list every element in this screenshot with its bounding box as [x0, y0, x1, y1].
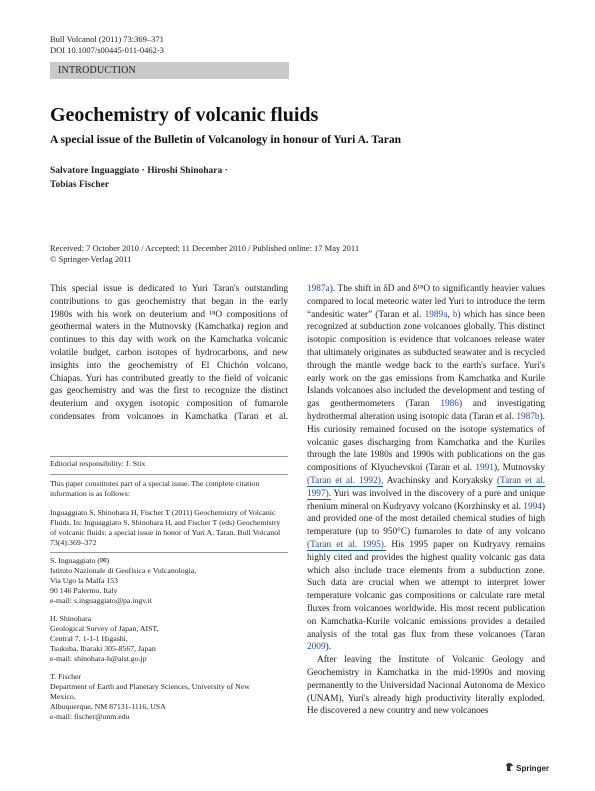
affiliation-line: Geological Survey of Japan, AIST, [50, 624, 159, 633]
body-text-run: Avachinsky and Koryaksky [383, 475, 497, 486]
affiliation-line: e-mail: fischer@unm.edu [50, 712, 130, 721]
editorial-responsibility: Editorial responsibility: J. Stix [50, 459, 146, 468]
left-column-line: Chiapas. Yuri has contributed greatly to the field of volcanic [50, 373, 288, 384]
affiliation-fischer [50, 672, 288, 722]
body-text-run: ). The shift in δD and δ¹⁸O to significantly heavier values compared to local meteoric water led Yuri to introduce the term “andesitic water” (Taran et al. [307, 284, 545, 320]
affiliation-line: Via Ugo la Malfa 153 [50, 576, 118, 585]
authors [50, 164, 228, 192]
affiliation-line: Tsukuba, Ibaraki 305-8567, Japan [50, 644, 156, 653]
copyright: © Springer-Verlag 2011 [50, 254, 132, 264]
authors-line-1: Salvatore Inguaggiato · Hiroshi Shinohara · [50, 166, 228, 176]
affiliation-line: Mexico, [50, 692, 76, 701]
left-column-line: volatile budget, carbon isotopes of hydrocarbons, and new [50, 347, 288, 358]
left-column-line: insights into the geochemistry of El Chichón volcano, [50, 360, 288, 371]
citation-link[interactable]: 1991 [475, 463, 494, 474]
body-text-run: ) and investigating hydrothermal alteration using isotopic data (Taran et al. [307, 399, 546, 422]
received-accepted-published: Received: 7 October 2010 / Accepted: 11 December 2010 / Published online: 17 May 2011 [50, 243, 360, 253]
affiliation-line: 90 146 Palermo, Italy [50, 586, 118, 595]
right-column-text [307, 283, 545, 718]
citation-link[interactable]: 1986 [440, 399, 459, 410]
body-text-run: His 1995 paper on Kudryavy remains highly cited and provides the highest quality volcanic gas data which also include trace elements from a subduction zone. Such data are crucial when we attempt to interpret lower temperature volcanic gas compositions or calculate rare metal fluxes from volcanoes worldwide. His most recent publication on Kamchatka-Kurile volcanic emissions provides a detailed analysis of the total gas flux from these volcanoes (Taran [307, 539, 545, 640]
body-text-run: , [447, 309, 453, 320]
publisher-footer [505, 762, 549, 773]
article-subtitle: A special issue of the Bulletin of Volcanology in honour of Yuri A. Taran [50, 134, 402, 146]
body-text-run: Yuri was involved in the discovery of a pure and unique rhenium mineral on Kudryavy volcano (Korzhinsky et al. [307, 488, 545, 512]
left-column-line: contributions to gas geochemistry that began in the early [50, 296, 288, 307]
springer-logo-text: Springer [516, 764, 550, 773]
citation-link[interactable]: b [452, 309, 458, 320]
body-text-run: ), Mutnovsky [493, 463, 545, 474]
left-column-line: gas geochemistry and was the first to recognize the distinct [50, 386, 288, 397]
special-issue-note: This paper constitutes part of a special issue. The complete citation information is as follows: [50, 479, 260, 498]
citation-link-highlighted[interactable]: (Taran et al. 1992), [307, 475, 384, 486]
citation-note: Inguaggiato S, Shinohara H, Fischer T (2011) Geochemistry of Volcanic Fluids. In: Inguaggiato S, Shinohara H, and Fischer T (eds) Geochemistry of volcanic fluids: a special issue in honor of Yuri A. Taran. Bull Volcanol 73(4):369–372 [50, 508, 281, 547]
section-label: INTRODUCTION [50, 62, 289, 79]
affiliation-line: Albuquerque, NM 87131-1116, USA [50, 702, 166, 711]
left-column-line: condensates from volcanoes in Kamchatka (Taran et al. [50, 411, 288, 422]
springer-horse-icon [505, 763, 516, 773]
affiliation-inguaggiato [50, 556, 288, 606]
left-column-text [50, 283, 288, 424]
body-text-run: ) and provided one of the most detailed chemical studies of high temperature (up to 950°C) fumaroles to date of any volcano [307, 501, 545, 538]
affiliation-line: e-mail: s.inguaggiato@pa.ingv.it [50, 596, 152, 605]
authors-line-2: Tobias Fischer [50, 180, 110, 190]
citation-link[interactable]: 1989a [424, 309, 448, 320]
article-dates [50, 243, 359, 265]
body-text-run: ). [325, 642, 332, 653]
affiliation-line: T. Fischer [50, 672, 82, 681]
doi: DOI 10.1007/s00445-011-0462-3 [50, 45, 164, 55]
citation-link[interactable]: 1994 [523, 501, 542, 512]
left-column-line: geothermal waters in the Mutnovsky (Kamchatka) region and [50, 322, 288, 333]
left-column-line: continues to this day with work on the Kamchatka volcanic [50, 335, 288, 346]
affiliation-line: H. Shinohara [50, 614, 92, 623]
journal-citation: Bull Volcanol (2011) 73:369–371 [50, 34, 164, 44]
body-text-run: ). His curiosity remained focused on the isotope systematics of volcanic gases discharging from Kamchatka and the Kuriles through the late 1980s and 1990s with publications on the gas compositions of Klyuchevskoi (Taran et al. [307, 411, 545, 474]
body-text-run: ) which has since been recognized at subduction zone volcanoes globally. This distinct isotopic composition is evidence that volcanoes release water that ultimately originates as subducted seawater and is recycled through the mantle wedge back to the earth's surface. Yuri's early work on the gas emissions from Kamchatka and Kurile Islands volcanoes also included the development and testing of gas geothermometers (Taran [307, 309, 545, 410]
footnotes [50, 459, 288, 722]
footnote-divider [50, 474, 288, 475]
affiliation-divider [50, 552, 288, 553]
affiliation-line: e-mail: shinohara-h@aist.go.jp [50, 654, 147, 663]
citation-link[interactable]: 1987b [516, 411, 540, 422]
left-column-line: This special issue is dedicated to Yuri Taran's outstanding [50, 284, 288, 294]
affiliation-shinohara [50, 614, 288, 664]
citation-link[interactable]: 1987a [307, 284, 330, 294]
affiliation-line: S. Inguaggiato (✉) [50, 556, 110, 565]
affiliation-line: Istituto Nazionale di Geofisica e Vulcanologia, [50, 566, 197, 575]
footnote-rule [50, 456, 288, 457]
citation-link[interactable]: 2009 [307, 642, 326, 653]
affiliation-line: Department of Earth and Planetary Sciences, University of New [50, 682, 250, 691]
right-paragraph-2: After leaving the Institute of Volcanic Geology and Geochemistry in Kamchatka in the mid-1990s and moving permanently to the Universidad Nacional Autonoma de Mexico (UNAM), Yuri's already high productivity literally exploded. He discovered a new country and new volcanoes [307, 655, 545, 717]
left-column-line: 1980s with his work on deuterium and ¹⁸O compositions of [50, 309, 288, 320]
affiliation-line: Central 7, 1-1-1 Higashi, [50, 634, 128, 643]
left-column-line: deuterium and oxygen isotopic composition of fumarole [50, 399, 288, 410]
citation-link-highlighted[interactable]: (Taran et al. 1997). [307, 475, 545, 499]
citation-link-highlighted[interactable]: (Taran et al. 1995). [307, 539, 387, 550]
article-title: Geochemistry of volcanic fluids [50, 104, 319, 126]
right-paragraph-1 [307, 283, 545, 654]
